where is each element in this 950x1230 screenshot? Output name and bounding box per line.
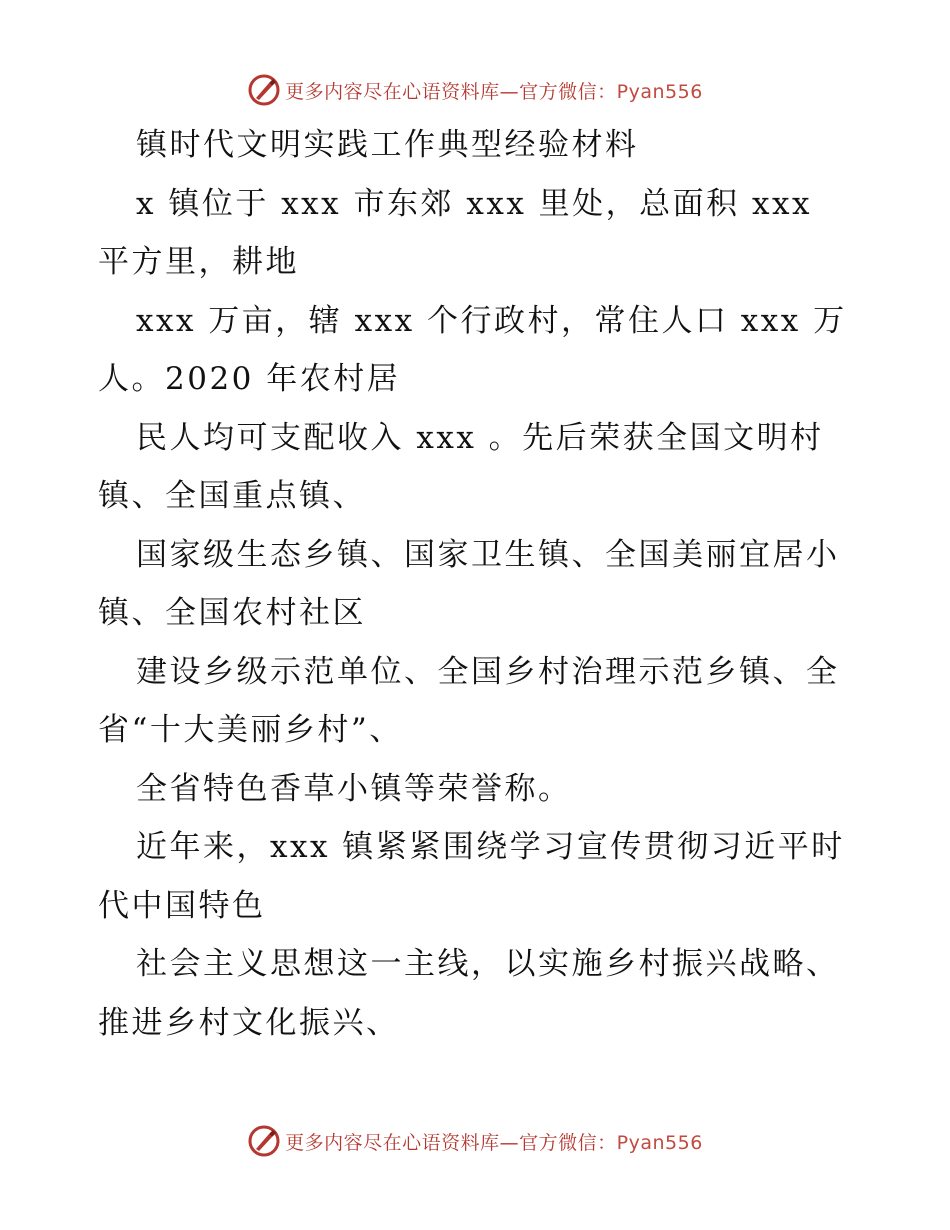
paragraph-line: 建设乡级示范单位、全国乡村治理示范乡镇、全	[136, 653, 840, 690]
footer-watermark	[0, 1121, 950, 1161]
paragraph-line: 全省特色香草小镇等荣誉称。	[136, 770, 572, 807]
watermark-label: 更多内容尽在心语资料库—官方微信：	[285, 1131, 617, 1154]
paragraph-line: 平方里，耕地	[98, 244, 299, 280]
paragraph-line: 推进乡村文化振兴、	[98, 1004, 400, 1041]
watermark-wechat-id: Pyan556	[616, 1131, 703, 1154]
watermark-text	[285, 77, 703, 104]
watermark-label: 更多内容尽在心语资料库—官方微信：	[285, 80, 617, 103]
paragraph-line: 社会主义思想这一主线，以实施乡村振兴战略、	[136, 946, 840, 982]
paragraph-line: xxx 万亩，辖 xxx 个行政村，常住人口 xxx 万	[136, 302, 847, 339]
paragraph-line: 国家级生态乡镇、国家卫生镇、全国美丽宜居小	[136, 536, 840, 573]
paragraph-line: 镇、全国农村社区	[98, 595, 366, 631]
document-body	[98, 116, 868, 1052]
paragraph-line: 近年来，xxx 镇紧紧围绕学习宣传贯彻习近平时	[136, 829, 845, 865]
paragraph-line: 人。2020 年农村居	[98, 361, 401, 397]
watermark-text	[285, 1128, 703, 1155]
watermark-wechat-id: Pyan556	[616, 80, 703, 103]
red-circular-pen-logo-icon	[247, 1124, 281, 1158]
paragraph-line: x 镇位于 xxx 市东郊 xxx 里处，总面积 xxx	[136, 185, 812, 222]
document-title: 镇时代文明实践工作典型经验材料	[136, 127, 639, 163]
header-watermark	[0, 70, 950, 110]
paragraph-line: 代中国特色	[98, 887, 266, 924]
red-circular-pen-logo-icon	[247, 73, 281, 107]
paragraph-line: 民人均可支配收入 xxx 。先后荣获全国文明村	[136, 419, 824, 456]
paragraph-line: 镇、全国重点镇、	[98, 478, 366, 514]
paragraph-line: 省“十大美丽乡村”、	[98, 712, 403, 748]
